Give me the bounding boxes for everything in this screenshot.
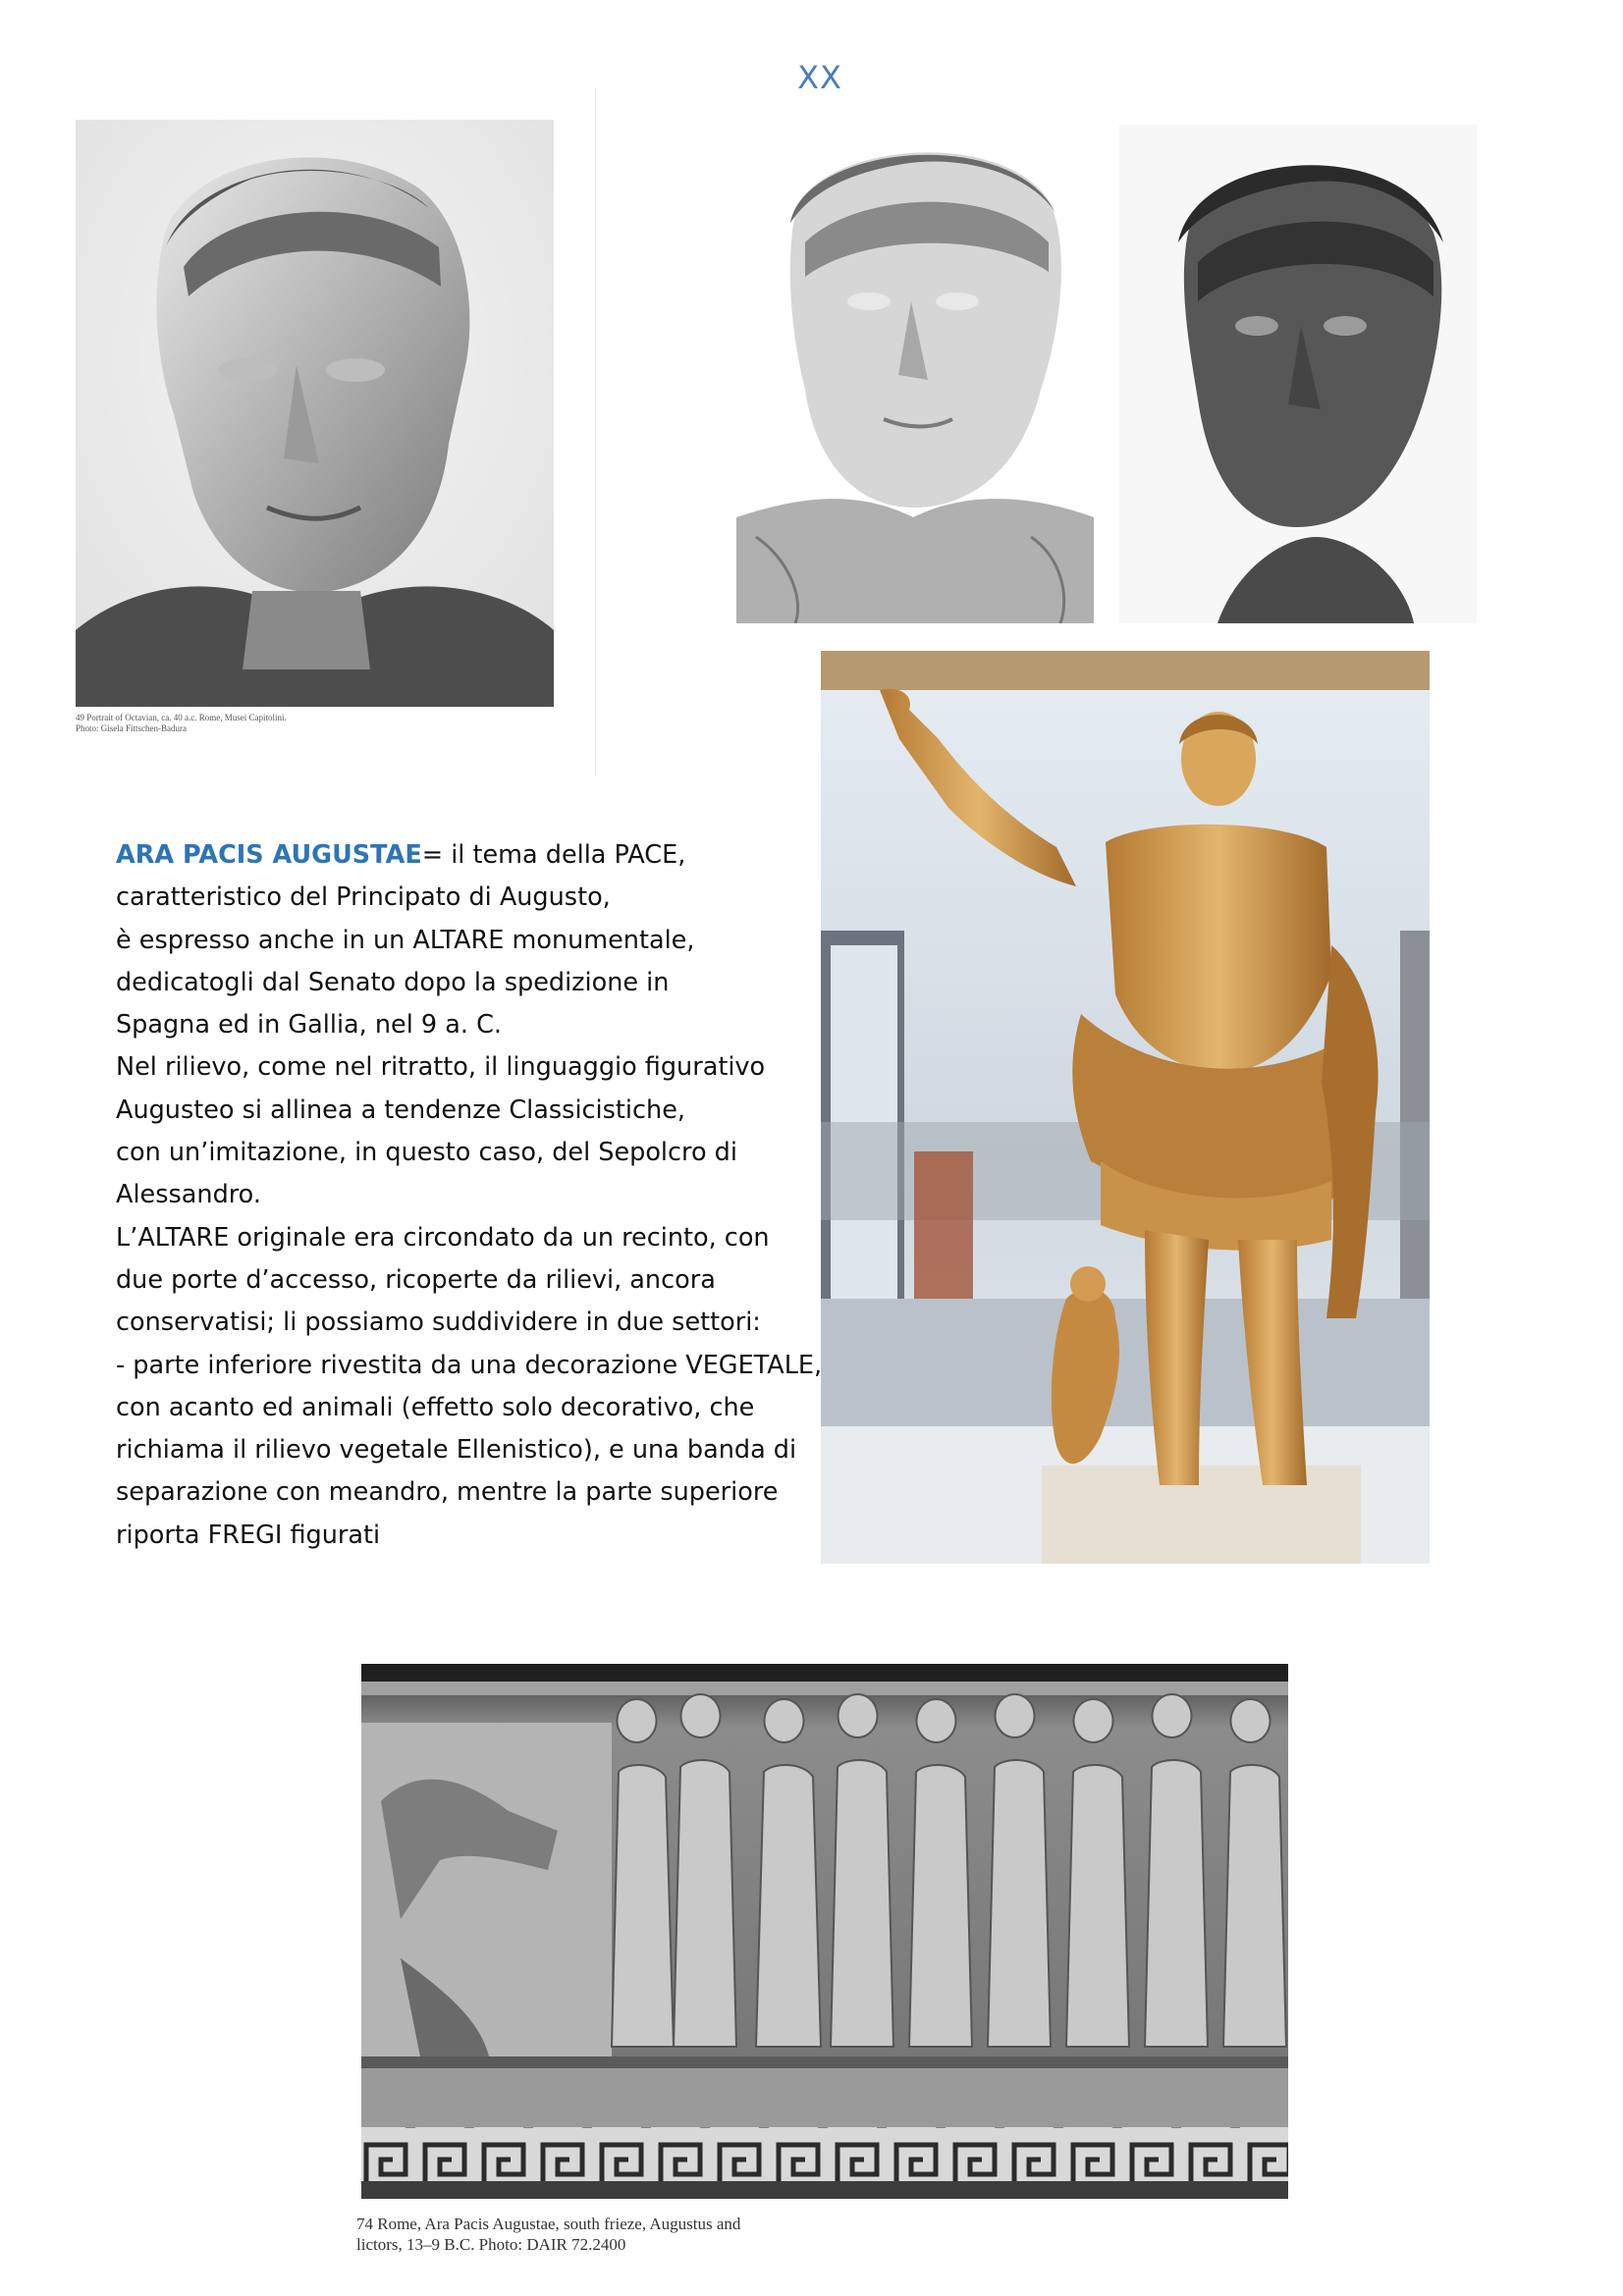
frieze-caption <box>356 2214 867 2256</box>
text-line-3: è espresso anche in un ALTARE monumentale, <box>116 925 695 955</box>
frieze-caption-line-2: lictors, 13–9 B.C. Photo: DAIR 72.2400 <box>356 2235 626 2255</box>
ara-pacis-description <box>116 834 823 1557</box>
text-line-10: L’ALTARE originale era circondato da un recinto, con <box>116 1222 770 1253</box>
text-line-7: Augusteo si allinea a tendenze Classicistiche, <box>116 1095 685 1125</box>
text-line-5: Spagna ed in Gallia, nel 9 a. C. <box>116 1010 503 1041</box>
augustus-bust-photo <box>736 125 1094 623</box>
frieze-caption-line-1: 74 Rome, Ara Pacis Augustae, south frieze, Augustus and <box>356 2215 741 2233</box>
text-line-13: - parte inferiore rivestita da una decorazione VEGETALE, <box>116 1350 823 1380</box>
scan-fold-line <box>595 88 596 775</box>
augustus-prima-porta-photo <box>821 651 1430 1564</box>
page-number: XX <box>797 59 842 96</box>
ara-pacis-frieze-photo <box>361 1664 1288 2199</box>
text-line-6: Nel rilievo, come nel ritratto, il linguaggio figurativo <box>116 1052 766 1083</box>
text-line-2: caratteristico del Principato di Augusto, <box>116 882 611 913</box>
octavian-bust-photo <box>76 120 554 707</box>
text-line-1 <box>116 834 823 877</box>
text-line-11: due porte d’accesso, ricoperte da rilievi, ancora <box>116 1264 716 1295</box>
octavian-caption-line-1: 49 Portrait of Octavian, ca. 40 a.c. Rome, Musei Capitolini. <box>76 713 287 722</box>
text-line-15: richiama il rilievo vegetale Ellenistico), e una banda di <box>116 1435 797 1466</box>
octavian-caption-line-2: Photo: Gisela Fittschen-Badura <box>76 723 187 734</box>
text-line-1-rest: = il tema della PACE, <box>421 840 686 870</box>
ara-pacis-heading: ARA PACIS AUGUSTAE <box>116 840 422 870</box>
text-line-17: riporta FREGI figurati <box>116 1520 381 1550</box>
bronze-head-photo <box>1119 125 1477 623</box>
text-line-16: separazione con meandro, mentre la parte superiore <box>116 1477 779 1508</box>
text-line-9: Alessandro. <box>116 1180 261 1210</box>
text-line-14: con acanto ed animali (effetto solo decorativo, che <box>116 1392 755 1422</box>
octavian-bust-caption <box>76 713 287 735</box>
text-line-8: con un’imitazione, in questo caso, del Sepolcro di <box>116 1138 737 1168</box>
text-line-4: dedicatogli dal Senato dopo la spedizione in <box>116 967 670 997</box>
text-line-12: conservatisi; li possiamo suddividere in due settori: <box>116 1308 761 1338</box>
